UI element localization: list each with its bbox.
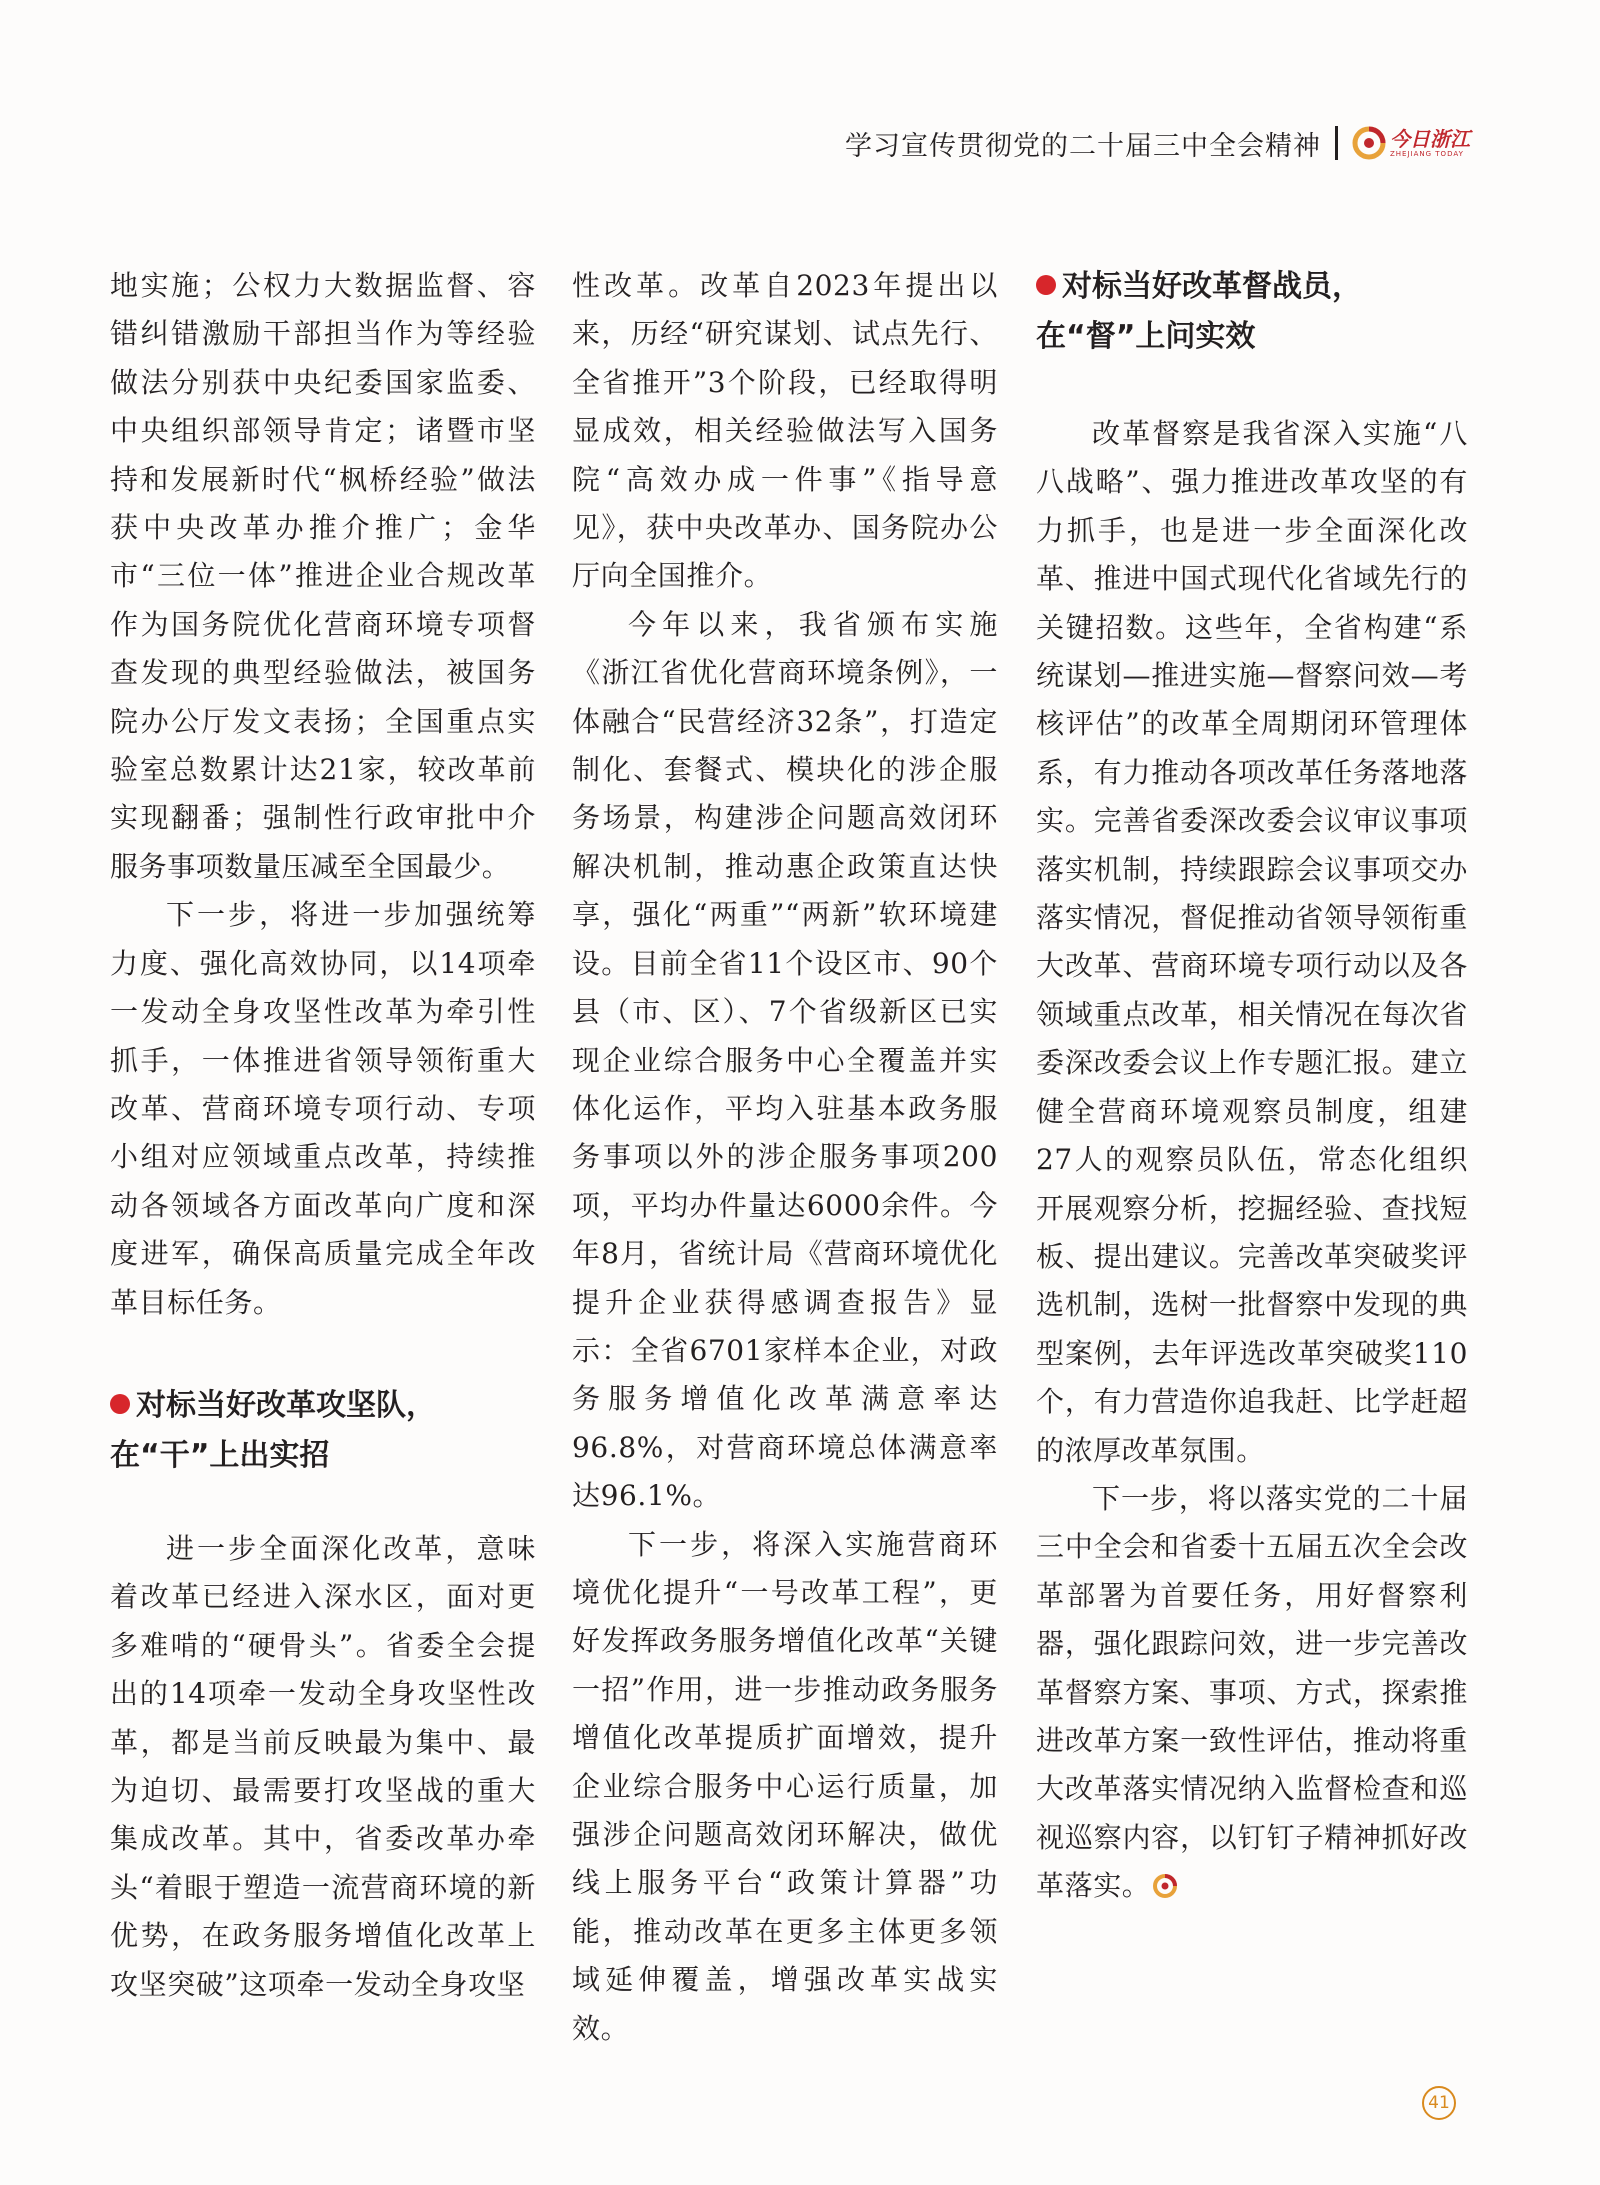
paragraph: 性改革。改革自2023年提出以来，历经“研究谋划、试点先行、全省推开”3个阶段，已经取得明显成效，相关经验做法写入国务院“高效办成一件事”《指导意见》，获中央改革办、国务院办公厅向全国推介。 <box>572 269 998 593</box>
paragraph: 下一步，将进一步加强统筹力度、强化高效协同，以14项牵一发动全身攻坚性改革为牵引性抓手，一体推进省领导领衔重大改革、营商环境专项行动、专项小组对应领域重点改革，持续推动各领域各方面改革向广度和深度进军，确保高质量完成全年改革目标任务。 <box>110 898 536 1319</box>
logo-subtext: ZHEJIANG TODAY <box>1390 149 1464 158</box>
column-3 <box>1036 262 1468 1911</box>
magazine-logo <box>1352 126 1470 160</box>
column-2 <box>572 262 998 2053</box>
heading-line: 在“督”上问实效 <box>1036 319 1256 354</box>
heading-line: 对标当好改革攻坚队， <box>136 1387 436 1423</box>
paragraph: 改革督察是我省深入实施“八八战略”、强力推进改革攻坚的有力抓手，也是进一步全面深化改革、推进中国式现代化省域先行的关键招数。这些年，全省构建“系统谋划—推进实施—督察问效—考核评估”的改革全周期闭环管理体系，有力推动各项改革任务落地落实。完善省委深改委会议审议事项落实机制，持续跟踪会议事项交办落实情况，督促推动省领导领衔重大改革、营商环境专项行动以及各领域重点改革，相关情况在每次省委深改委会议上作专题汇报。建立健全营商环境观察员制度，组建27人的观察员队伍，常态化组织开展观察分析，挖掘经验、查找短板、提出建议。完善改革突破奖评选机制，选树一批督察中发现的典型案例，去年评选改革突破奖110个，有力营造你追我赶、比学赶超的浓厚改革氛围。 <box>1036 417 1468 1467</box>
logo-swirl-icon <box>1352 126 1386 160</box>
paragraph: 下一步，将深入实施营商环境优化提升“一号改革工程”，更好发挥政务服务增值化改革“关键一招”作用，进一步推动政务服务增值化改革提质扩面增效，提升企业综合服务中心运行质量，加强涉企问题高效闭环解决，做优线上服务平台“政策计算器”功能，推动改革在更多主体更多领域延伸覆盖，增强改革实战实效。 <box>572 1527 998 2045</box>
bullet-dot-icon <box>110 1394 130 1414</box>
heading-line: 对标当好改革督战员， <box>1062 269 1362 304</box>
header-divider <box>1335 126 1338 160</box>
paragraph: 今年以来，我省颁布实施《浙江省优化营商环境条例》，一体融合“民营经济32条”，打造定制化、套餐式、模块化的涉企服务场景，构建涉企问题高效闭环解决机制，推动惠企政策直达快享，强化“两重”“两新”软环境建设。目前全省11个设区市、90个县（市、区）、7个省级新区已实现企业综合服务中心全覆盖并实体化运作，平均入驻基本政务服务事项以外的涉企服务事项200项，平均办件量达6000余件。今年8月，省统计局《营商环境优化提升企业获得感调查报告》显示：全省6701家样本企业，对政务服务增值化改革满意率达96.8%，对营商环境总体满意率达96.1%。 <box>572 607 998 1513</box>
bullet-dot-icon <box>1036 275 1056 295</box>
logo-text: 今日浙江 <box>1390 126 1470 151</box>
column-1 <box>110 262 536 2009</box>
end-mark-icon <box>1152 1873 1178 1899</box>
header-title: 学习宣传贯彻党的二十届三中全会精神 <box>845 130 1321 162</box>
paragraph: 进一步全面深化改革，意味着改革已经进入深水区，面对更多难啃的“硬骨头”。省委全会提出的14项牵一发动全身攻坚性改革，都是当前反映最为集中、最为迫切、最需要打攻坚战的重大集成改革。其中，省委改革办牵头“着眼于塑造一流营商环境的新优势，在政务服务增值化改革上攻坚突破”这项牵一发动全身攻坚 <box>110 1531 536 2001</box>
heading-line: 在“干”上出实招 <box>110 1437 330 1473</box>
paragraph-text: 下一步，将以落实党的二十届三中全会和省委十五届五次全会改革部署为首要任务，用好督察利器，强化跟踪问效，进一步完善改革督察方案、事项、方式，探索推进改革方案一致性评估，推动将重大改革落实情况纳入监督检查和巡视巡察内容，以钉钉子精神抓好改革落实。 <box>1036 1481 1468 1903</box>
paragraph: 地实施；公权力大数据监督、容错纠错激励干部担当作为等经验做法分别获中央纪委国家监委、中央组织部领导肯定；诸暨市坚持和发展新时代“枫桥经验”做法获中央改革办推介推广；金华市“三位一体”推进企业合规改革作为国务院优化营商环境专项督查发现的典型经验做法，被国务院办公厅发文表扬；全国重点实验室总数累计达21家，较改革前实现翻番；强制性行政审批中介服务事项数量压减至全国最少。 <box>110 269 536 883</box>
section-heading <box>110 1381 536 1481</box>
page-header <box>845 120 1470 166</box>
section-heading <box>1036 262 1468 362</box>
paragraph <box>1036 1475 1468 1911</box>
page-number: 41 <box>1422 2086 1456 2120</box>
